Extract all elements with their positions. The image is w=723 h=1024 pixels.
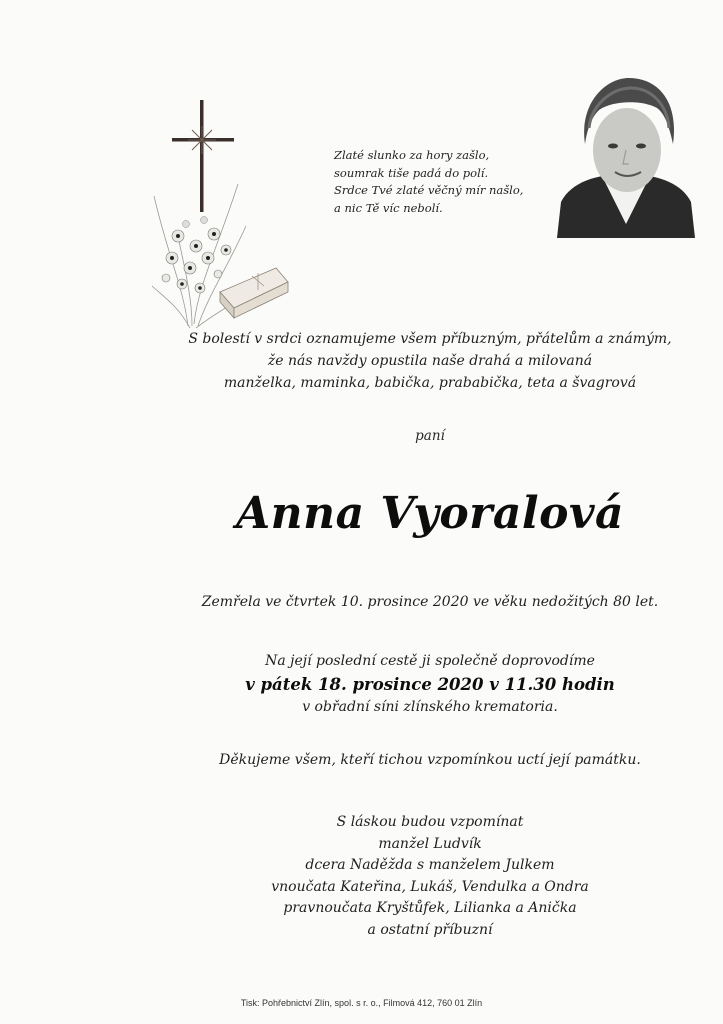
honorific: paní	[415, 428, 445, 444]
book-icon	[220, 268, 288, 318]
cross-icon	[172, 100, 234, 212]
funeral-line: Na její poslední cestě ji společně doprovodíme	[265, 653, 595, 669]
mourners-list	[180, 812, 680, 941]
funeral-place: v obřadní síni zlínského krematoria.	[302, 699, 558, 715]
announcement-line: S bolestí v srdci oznamujeme všem příbuzným, přátelům a známým,	[188, 331, 672, 347]
cross-flowers-illustration	[148, 96, 298, 336]
mourner-line: manžel Ludvík	[378, 835, 482, 852]
portrait-photo	[557, 74, 695, 238]
printer-imprint: Tisk: Pohřebnictví Zlín, spol. s r. o., Filmová 412, 760 01 Zlín	[240, 998, 483, 1008]
poem	[334, 147, 554, 217]
funeral-details	[180, 650, 680, 719]
announcement-line: že nás navždy opustila naše drahá a milovaná	[267, 353, 593, 369]
poem-line: a nic Tě víc nebolí.	[334, 200, 443, 215]
poem-line: Srdce Tvé zlaté věčný mír našlo,	[334, 183, 524, 197]
mourner-line: a ostatní příbuzní	[367, 921, 493, 938]
deceased-name: Anna Vyoralová	[235, 488, 625, 539]
poem-line: soumrak tiše padá do polí.	[334, 165, 489, 180]
death-notice: Zemřela ve čtvrtek 10. prosince 2020 ve věku nedožitých 80 let.	[201, 594, 659, 610]
announcement-line: manželka, maminka, babička, prababička, teta a švagrová	[223, 375, 637, 391]
thanks-note: Děkujeme všem, kteří tichou vzpomínkou uctí její památku.	[219, 752, 641, 768]
funeral-date: v pátek 18. prosince 2020 v 11.30 hodin	[245, 675, 615, 694]
flower-blossoms	[162, 217, 231, 294]
mourner-line: S láskou budou vzpomínat	[336, 814, 524, 830]
poem-line: Zlaté slunko za hory zašlo,	[334, 148, 490, 162]
mourner-line: vnoučata Kateřina, Lukáš, Vendulka a Ondra	[271, 878, 589, 895]
announcement	[180, 328, 680, 394]
mourner-line: pravnoučata Kryštůfek, Lilianka a Anička	[283, 900, 577, 916]
mourner-line: dcera Naděžda s manželem Julkem	[305, 857, 555, 873]
